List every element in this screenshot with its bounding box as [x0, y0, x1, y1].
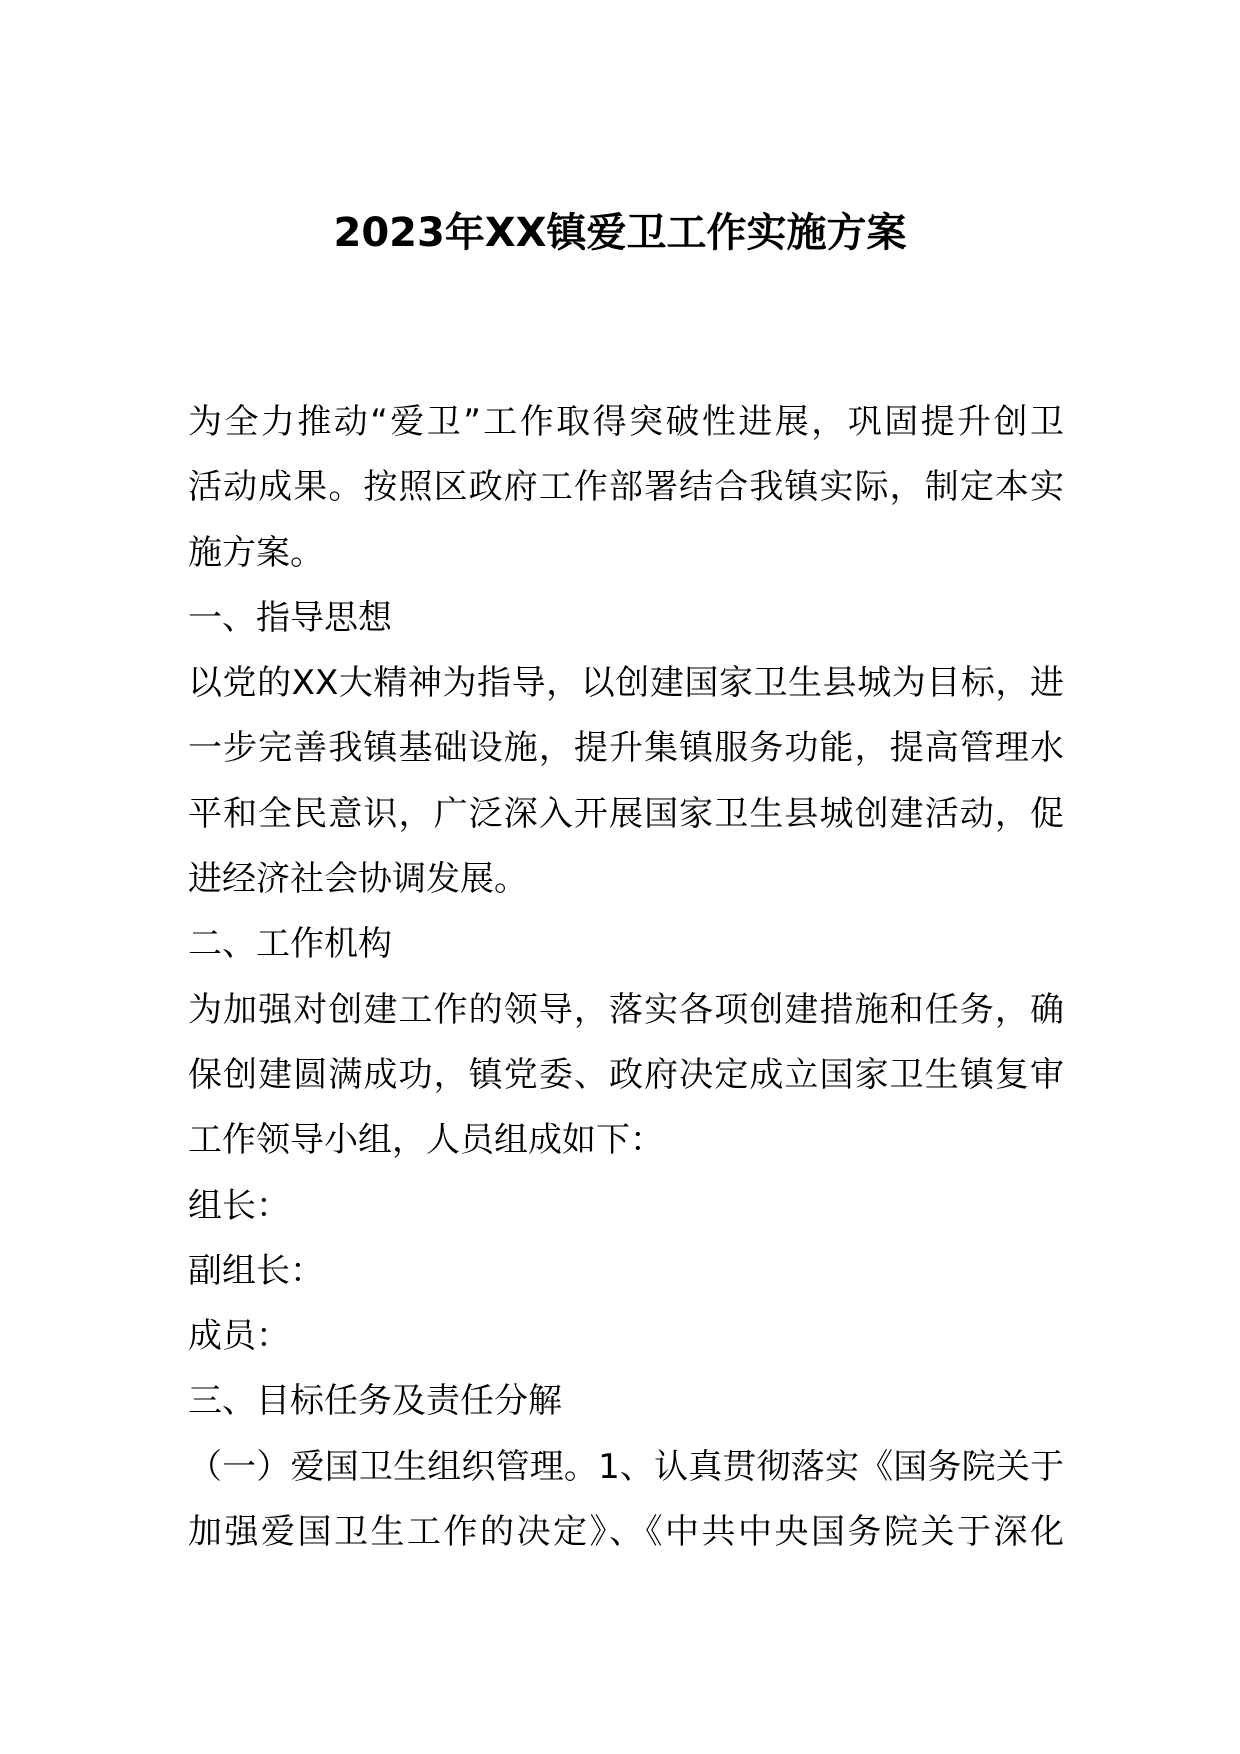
paragraph-line: 工作领导小组，人员组成如下：: [188, 1120, 664, 1161]
paragraph-line: 保创建圆满成功，镇党委、政府决定成立国家卫生镇复审: [188, 1054, 1064, 1095]
paragraph-line: 施方案。: [188, 532, 324, 573]
paragraph-line: 三、目标任务及责任分解: [188, 1381, 562, 1422]
document-body: [188, 390, 1064, 1565]
paragraph-line: （一）爱国卫生组织管理。1、认真贯彻落实《国务院关于: [188, 1446, 1064, 1487]
paragraph-line: 副组长：: [188, 1250, 324, 1291]
paragraph-line: 组长：: [188, 1185, 290, 1226]
paragraph-line: 活动成果。按照区政府工作部署结合我镇实际，制定本实: [188, 467, 1064, 508]
document-title: 2023年XX镇爱卫工作实施方案: [333, 210, 907, 256]
paragraph-line: 平和全民意识，广泛深入开展国家卫生县城创建活动，促: [188, 793, 1064, 834]
paragraph-line: 加强爱国卫生工作的决定》、《中共中央国务院关于深化: [188, 1512, 1064, 1553]
paragraph-line: 为全力推动“爱卫”工作取得突破性进展，巩固提升创卫: [188, 402, 1064, 442]
paragraph-line: 为加强对创建工作的领导，落实各项创建措施和任务，确: [188, 989, 1064, 1030]
paragraph-line: 成员：: [188, 1316, 290, 1357]
paragraph-line: 进经济社会协调发展。: [188, 859, 528, 900]
paragraph-line: 二、工作机构: [188, 924, 392, 965]
paragraph-line: 以党的XX大精神为指导，以创建国家卫生县城为目标，进: [188, 663, 1064, 704]
paragraph-line: 一步完善我镇基础设施，提升集镇服务功能，提高管理水: [188, 728, 1064, 769]
paragraph-line: 一、指导思想: [188, 597, 392, 638]
